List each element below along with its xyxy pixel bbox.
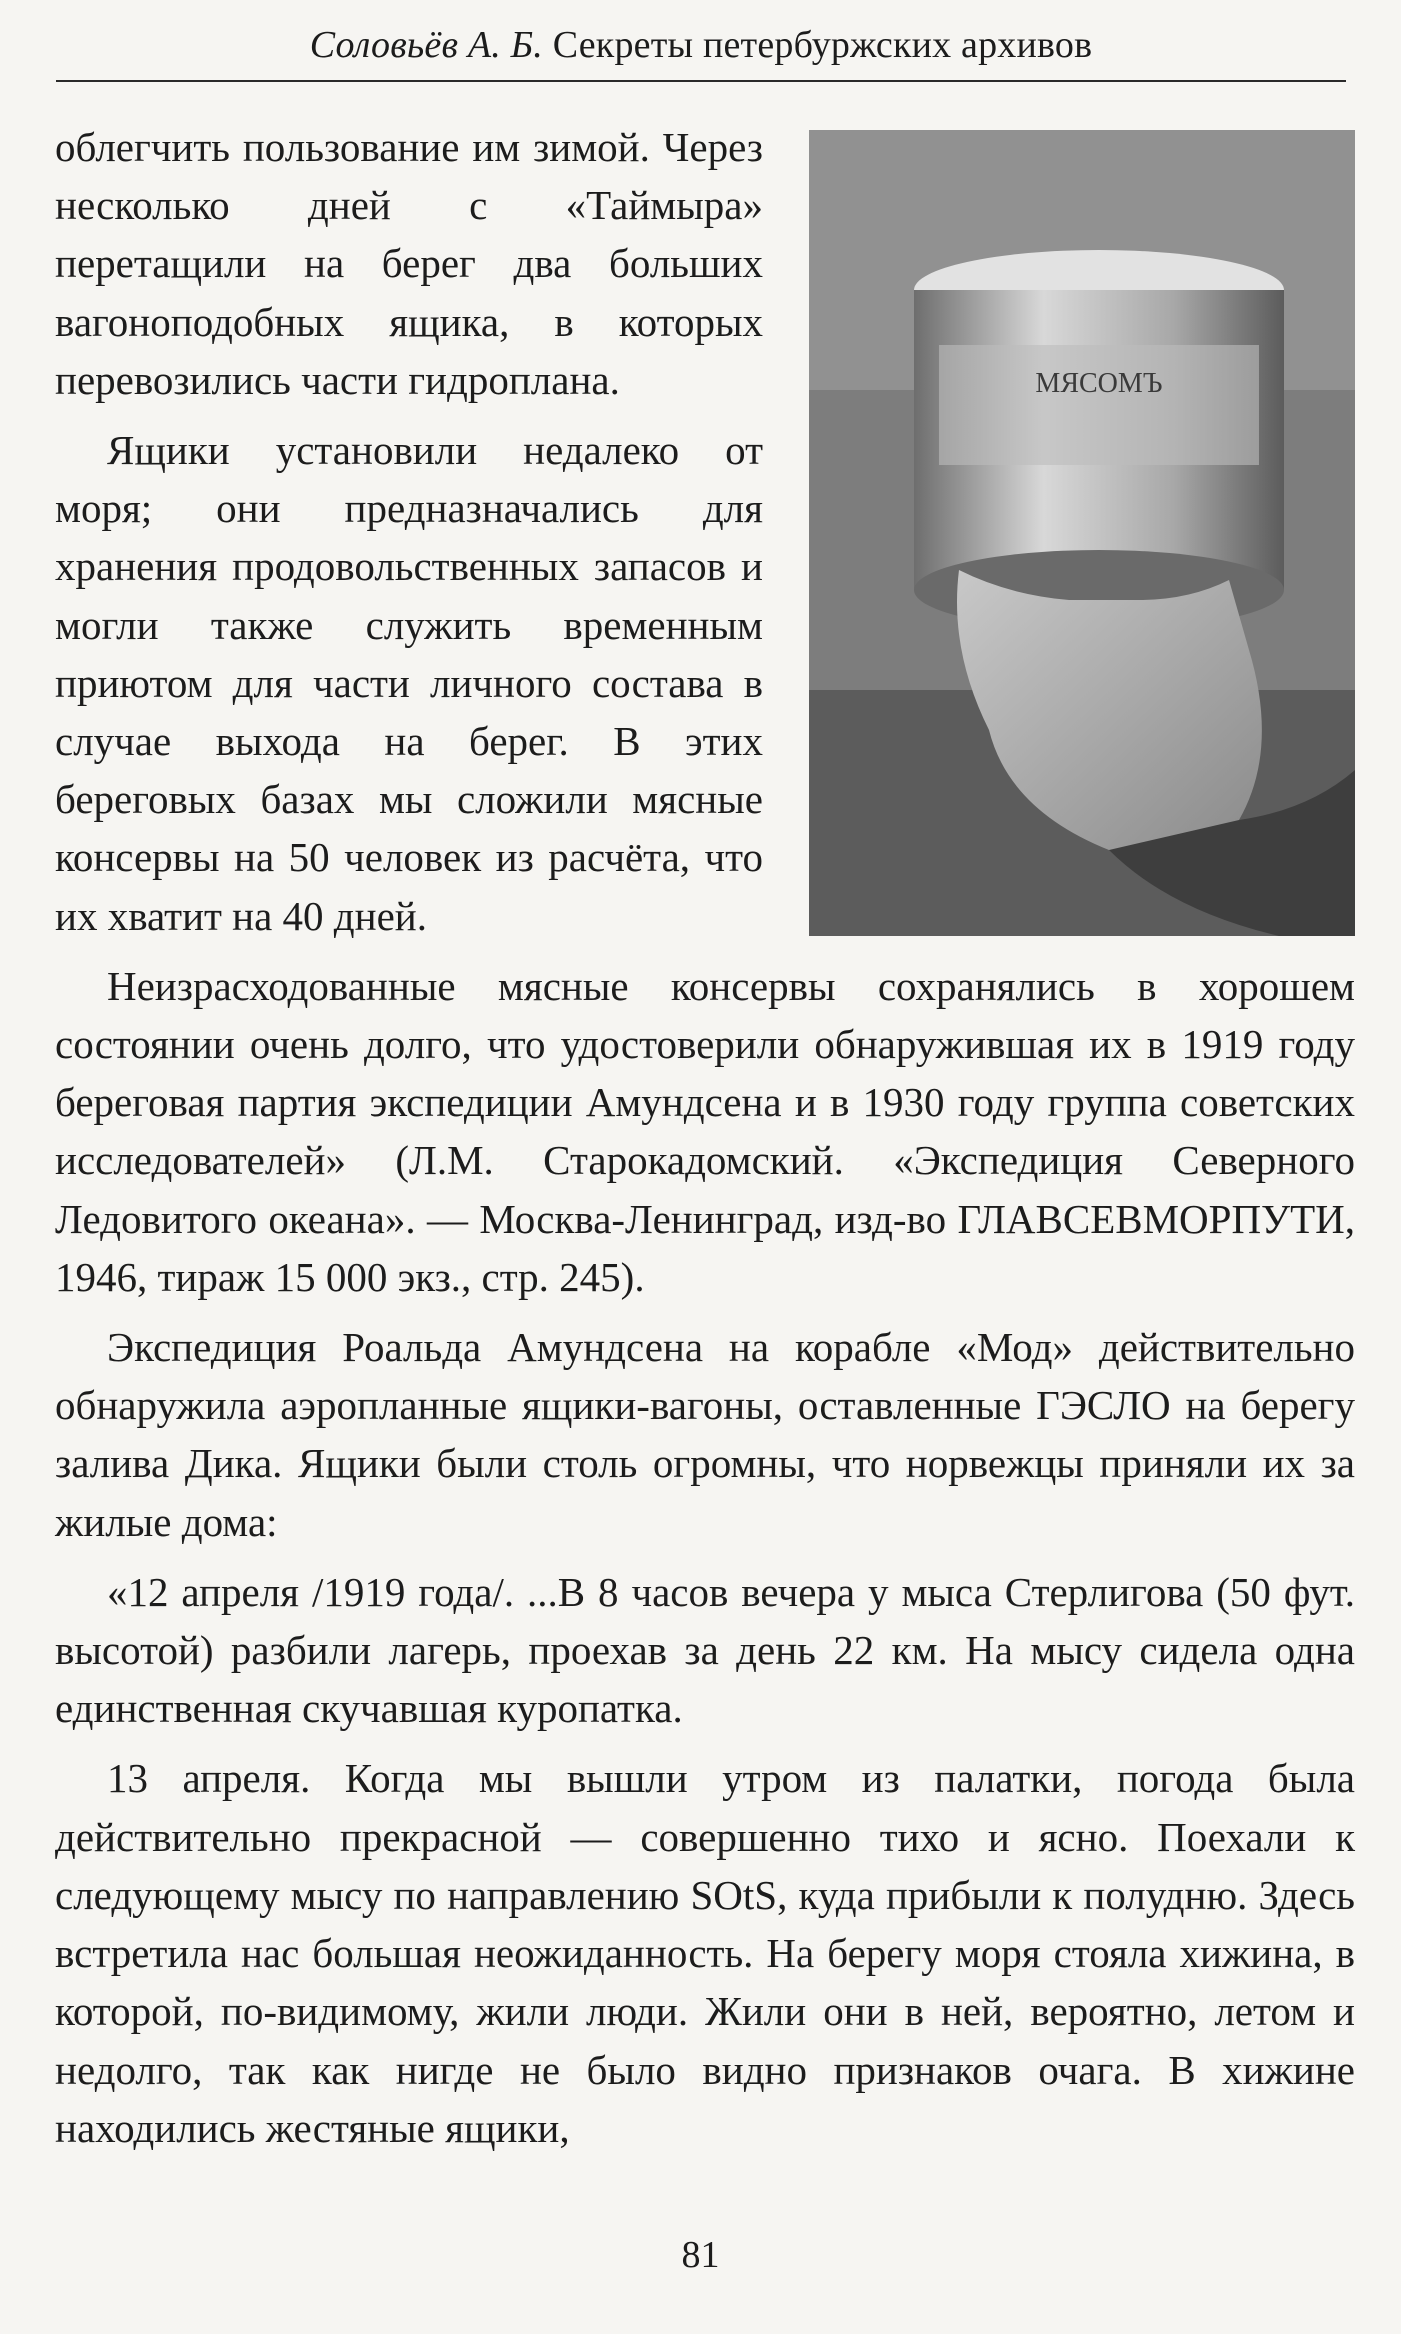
svg-text:МЯСОМЪ: МЯСОМЪ [1035, 368, 1163, 399]
paragraph-6: 13 апреля. Когда мы вышли утром из палатки, погода была действительно прекрасной — совершенно тихо и ясно. Поехали к следующему мысу по направлению SOtS, куда прибыли к полудню. Здесь встретила нас большая неожиданность. На берегу моря стояла хижина, в которой, по-видимому, жили люди. Жили они в ней, вероятно, летом и недолго, так как нигде не было видно признаков очага. В хижине находились жестяные ящики, [55, 1755, 1355, 2151]
header-author: Соловьёв А. Б. [309, 24, 543, 66]
paragraph-3: Неизрасходованные мясные консервы сохранялись в хорошем состоянии очень долго, что удостоверили обнаружившая их в 1919 году береговая партия экспедиции Амундсена и в 1930 году группа советских исследователей» (Л.М. Старокадомский. «Экспедиция Северного Ледовитого океана». — Москва-Ленинград, изд-во ГЛАВСЕВМОРПУТИ, 1946, тираж 15 000 экз., стр. 245). [55, 962, 1355, 1300]
tin-can-photo [809, 130, 1355, 936]
header-rule [56, 80, 1346, 82]
paragraph-5: «12 апреля /1919 года/. ...В 8 часов вечера у мыса Стерлигова (50 фут. высотой) разбили лагерь, проехав за день 22 км. На мысу сидела одна единственная скучавшая куропатка. [55, 1568, 1355, 1732]
paragraph-1: облегчить пользование им зимой. Через несколько дней с «Таймыра» перетащили на берег два больших вагоноподобных ящика, в которых перевозились части гидроплана. [55, 124, 763, 403]
paragraph-4: Экспедиция Роальда Амундсена на корабле «Мод» действительно обнаружила аэропланные ящики-вагоны, оставленные ГЭСЛО на берегу залива Дика. Ящики были столь огромны, что норвежцы приняли их за жилые дома: [55, 1324, 1355, 1545]
running-header [56, 22, 1346, 68]
page-number: 81 [681, 2234, 720, 2276]
body-text [55, 118, 1355, 2169]
photo-illustration [809, 130, 1355, 936]
header-title: Секреты петербуржских архивов [552, 24, 1093, 66]
paragraph-2: Ящики установили недалеко от моря; они предназначались для хранения продовольственных запасов и могли также служить временным приютом для части личного состава в случае выхода на берег. В этих береговых базах мы сложили мясные консервы на 50 человек из расчёта, что их хватит на 40 дней. [55, 427, 763, 939]
